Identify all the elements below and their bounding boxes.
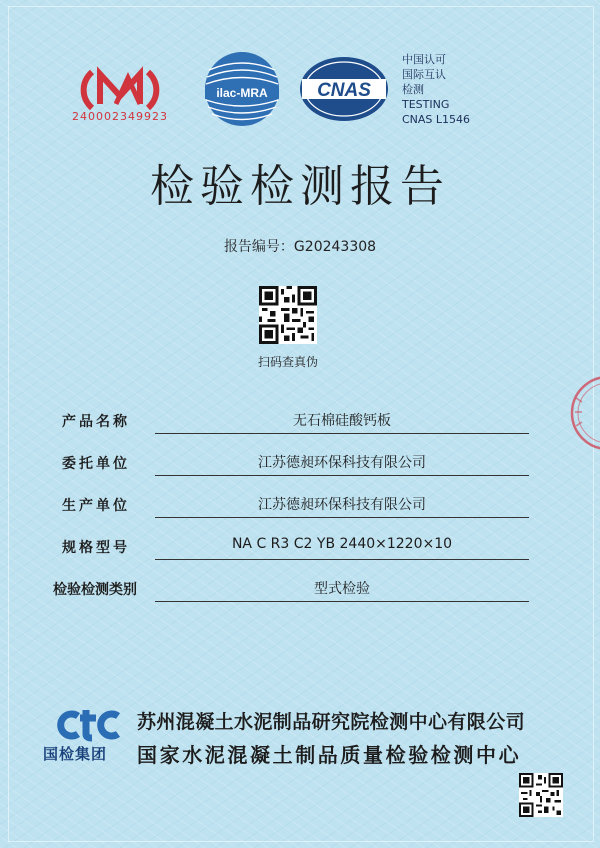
field-specification [0,531,600,561]
field-inspection-type [0,573,600,603]
underline [155,433,529,434]
field-product-name [0,405,600,435]
national-center-name: 国家水泥混凝土制品质量检验检测中心 [137,743,522,767]
underline [155,475,529,476]
field-label: 生产单位 [62,498,130,514]
field-manufacturer [0,489,600,519]
ctc-group-label: 国检集团 [43,745,108,763]
field-value: 江苏德昶环保科技有限公司 [258,497,426,513]
field-value: 无石棉硅酸钙板 [293,413,391,429]
cnas-logo-icon [298,55,390,123]
ctc-logo-icon [56,704,126,744]
report-number: 报告编号：G20243308 [223,239,377,255]
field-value: 江苏德昶环保科技有限公司 [258,455,426,471]
svg-text:ilac-MRA: ilac-MRA [216,86,268,100]
cnas-line: 中国认可 [402,53,446,66]
cnas-accreditation-text [402,52,492,127]
cnas-line: 检测 [402,83,424,96]
field-label: 委托单位 [62,456,130,472]
underline [155,517,529,518]
ilac-mra-logo-icon [203,50,281,128]
underline [155,601,529,602]
scan-verify-label: 扫码查真伪 [257,355,318,369]
report-title: 检验检测报告 [150,161,450,212]
bottom-qr-code-icon[interactable] [519,773,563,817]
cnas-line: CNAS L1546 [402,113,471,126]
cnas-line: TESTING [402,98,450,111]
underline [155,559,529,560]
field-value: NA C R3 C2 YB 2440×1220×10 [231,536,453,552]
official-seal-stamp-icon [566,368,600,458]
field-label: 产品名称 [62,414,130,430]
field-value: 型式检验 [314,581,370,597]
field-label: 检验检测类别 [53,582,137,598]
cma-code: 240002349923 [72,110,168,123]
verification-qr-code-icon[interactable] [259,286,317,344]
field-label: 规格型号 [62,540,130,556]
svg-text:CNAS: CNAS [317,80,371,101]
cnas-line: 国际互认 [402,68,446,81]
field-client [0,447,600,477]
organization-name: 苏州混凝土水泥制品研究院检测中心有限公司 [137,711,526,733]
